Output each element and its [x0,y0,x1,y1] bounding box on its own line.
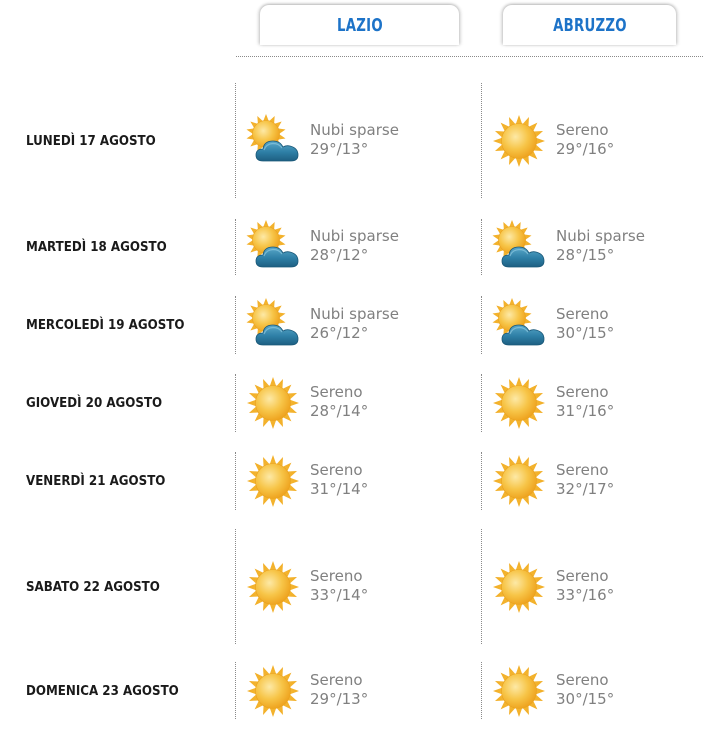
forecast-cell-lazio [236,529,481,644]
forecast-text [556,121,614,159]
tab-abruzzo-label: ABRUZZO [552,15,627,36]
forecast-row [0,219,718,275]
forecast-cell-lazio [236,452,481,510]
forecast-text [556,383,614,421]
partly-cloudy-icon [490,218,548,276]
forecast-text [556,671,614,709]
partly-cloudy-icon [490,296,548,354]
tab-lazio[interactable] [260,5,459,45]
partly-cloudy-icon [244,218,302,276]
temperature-text: 32°/17° [556,480,615,499]
forecast-text [310,383,368,421]
temperature-text: 33°/14° [310,585,369,604]
condition-text: Sereno [310,670,363,689]
forecast-text [556,461,614,499]
temperature-text: 31°/16° [556,402,615,421]
forecast-cell-abruzzo [482,452,703,510]
condition-text: Nubi sparse [310,227,399,246]
temperature-text: 29°/16° [556,139,615,158]
sun-icon [244,374,302,432]
forecast-cell-abruzzo [482,529,703,644]
header-divider [236,56,703,57]
temperature-text: 33°/16° [556,585,615,604]
condition-text: Sereno [556,120,609,139]
tab-abruzzo[interactable] [503,5,676,45]
tab-lazio-label: LAZIO [336,15,383,36]
forecast-cell-abruzzo [482,374,703,432]
forecast-cell-abruzzo [482,662,703,719]
forecast-cell-abruzzo [482,219,703,275]
temperature-text: 28°/15° [556,246,615,265]
condition-text: Sereno [556,670,609,689]
condition-text: Sereno [556,383,609,402]
forecast-row [0,529,718,644]
condition-text: Sereno [310,461,363,480]
condition-text: Nubi sparse [310,120,399,139]
sun-icon [244,452,302,510]
condition-text: Sereno [556,566,609,585]
forecast-text [556,305,614,343]
temperature-text: 28°/14° [310,402,369,421]
forecast-row [0,374,718,432]
sun-icon [490,374,548,432]
temperature-text: 29°/13° [310,689,369,708]
day-label: DOMENICA 23 AGOSTO [26,682,179,699]
temperature-text: 31°/14° [310,480,369,499]
forecast-text [310,305,399,343]
forecast-cell-lazio [236,83,481,198]
forecast-row [0,662,718,719]
condition-text: Sereno [310,383,363,402]
forecast-row [0,83,718,198]
forecast-text [310,121,399,159]
forecast-text [310,461,368,499]
forecast-text [310,567,368,605]
forecast-cell-lazio [236,662,481,719]
day-label: LUNEDÌ 17 AGOSTO [26,132,156,149]
condition-text: Sereno [556,461,609,480]
sun-icon [244,662,302,720]
sun-icon [490,662,548,720]
forecast-cell-lazio [236,219,481,275]
forecast-cell-lazio [236,374,481,432]
condition-text: Nubi sparse [310,305,399,324]
forecast-text [310,671,368,709]
temperature-text: 28°/12° [310,246,369,265]
condition-text: Sereno [310,566,363,585]
sun-icon [244,558,302,616]
sun-icon [490,558,548,616]
sun-icon [490,452,548,510]
day-label: MARTEDÌ 18 AGOSTO [26,239,167,255]
temperature-text: 30°/15° [556,324,615,343]
forecast-text [556,227,645,265]
sun-icon [490,112,548,170]
forecast-cell-abruzzo [482,296,703,354]
condition-text: Sereno [556,305,609,324]
day-label: SABATO 22 AGOSTO [26,578,160,595]
forecast-text [556,567,614,605]
forecast-row [0,296,718,354]
temperature-text: 26°/12° [310,324,369,343]
day-label: GIOVEDÌ 20 AGOSTO [26,395,163,411]
temperature-text: 29°/13° [310,139,369,158]
temperature-text: 30°/15° [556,689,615,708]
forecast-cell-lazio [236,296,481,354]
forecast-cell-abruzzo [482,83,703,198]
day-label: VENERDÌ 21 AGOSTO [26,473,166,489]
day-label: MERCOLEDÌ 19 AGOSTO [26,317,185,333]
condition-text: Nubi sparse [556,227,645,246]
forecast-text [310,227,399,265]
forecast-row [0,452,718,510]
partly-cloudy-icon [244,112,302,170]
partly-cloudy-icon [244,296,302,354]
